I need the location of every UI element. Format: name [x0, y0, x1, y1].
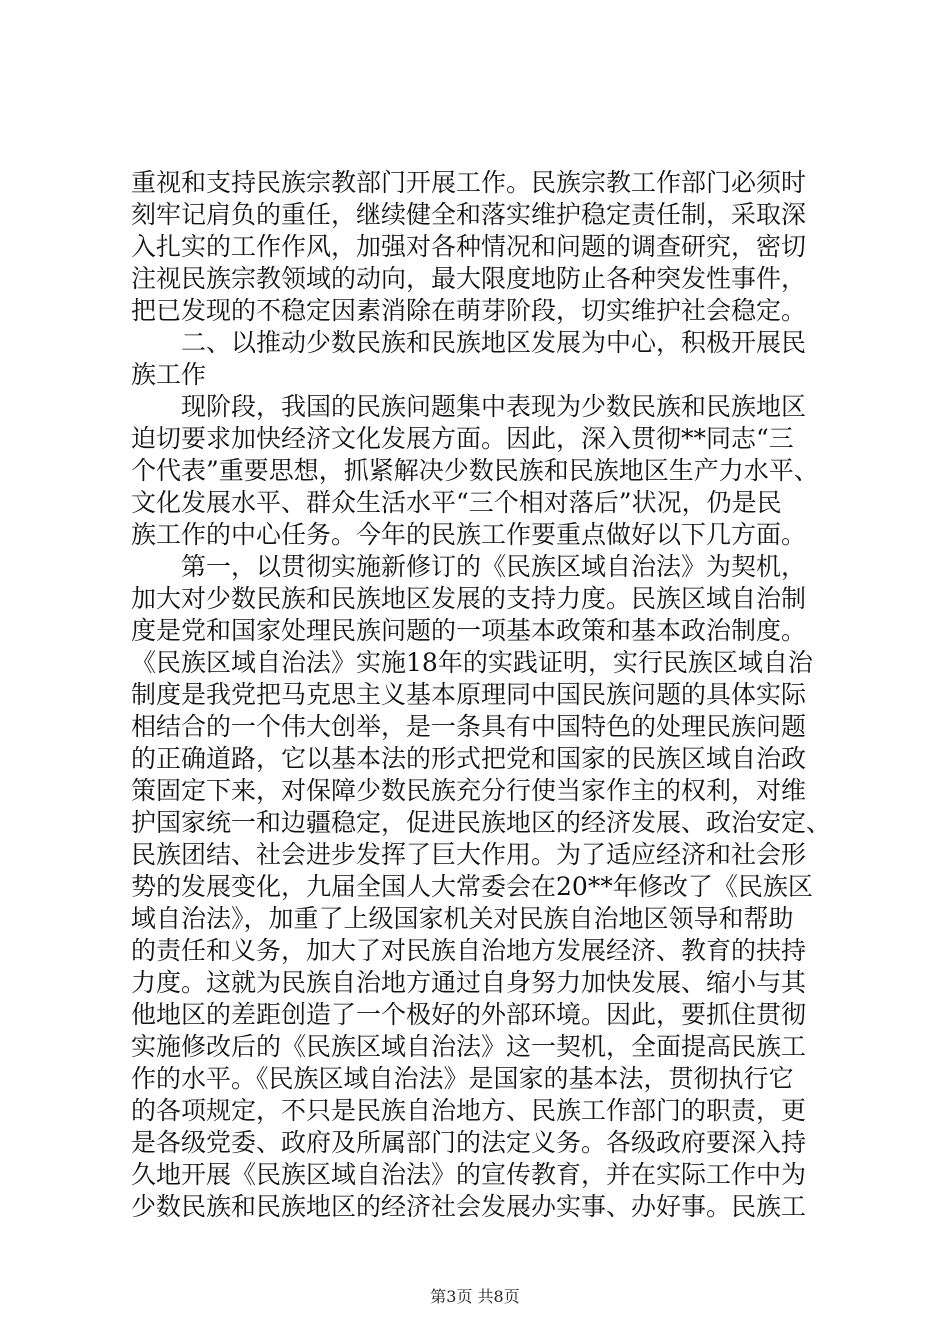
text-line: 《民族区域自治法》实施18年的实践证明，实行民族区域自治 — [131, 648, 813, 677]
text-line: 注视民族宗教领域的动向，最大限度地防止各种突发性事件， — [131, 264, 807, 293]
text-line: 族工作的中心任务。今年的民族工作要重点做好以下几方面。 — [131, 520, 807, 549]
text-line: 策固定下来，对保障少数民族充分行使当家作主的权利，对维 — [131, 776, 807, 805]
section-heading-line: 族工作 — [131, 360, 207, 389]
text-line: 他地区的差距创造了一个极好的外部环境。因此，要抓住贯彻 — [131, 1000, 807, 1029]
text-line: 入扎实的工作作风，加强对各种情况和问题的调查研究，密切 — [131, 232, 807, 261]
text-line: 重视和支持民族宗教部门开展工作。民族宗教工作部门必须时 — [131, 168, 807, 197]
text-line: 少数民族和民族地区的经济社会发展办实事、办好事。民族工 — [131, 1192, 807, 1221]
text-line: 是各级党委、政府及所属部门的法定义务。各级政府要深入持 — [131, 1128, 807, 1157]
text-line: 度是党和国家处理民族问题的一项基本政策和基本政治制度。 — [131, 616, 807, 645]
text-line: 迫切要求加快经济文化发展方面。因此，深入贯彻**同志“三 — [131, 424, 794, 453]
text-line: 久地开展《民族区域自治法》的宣传教育，并在实际工作中为 — [131, 1160, 807, 1189]
text-line: 制度是我党把马克思主义基本原理同中国民族问题的具体实际 — [131, 680, 807, 709]
text-line: 作的水平。《民族区域自治法》是国家的基本法，贯彻执行它 — [131, 1064, 794, 1093]
paragraph-start-line: 第一，以贯彻实施新修订的《民族区域自治法》为契机， — [181, 552, 807, 581]
page-number-footer: 第3页 共8页 — [430, 1287, 520, 1306]
text-line: 势的发展变化，九届全国人大常委会在20**年修改了《民族区 — [131, 872, 813, 901]
text-line: 的正确道路，它以基本法的形式把党和国家的民族区域自治政 — [131, 744, 807, 773]
paragraph-start-line: 现阶段，我国的民族问题集中表现为少数民族和民族地区 — [181, 392, 807, 421]
text-line: 个代表”重要思想，抓紧解决少数民族和民族地区生产力水平、 — [131, 456, 819, 485]
text-line: 刻牢记肩负的重任，继续健全和落实维护稳定责任制，采取深 — [131, 200, 807, 229]
section-heading-line: 二、以推动少数民族和民族地区发展为中心，积极开展民 — [181, 328, 807, 357]
text-line: 护国家统一和边疆稳定，促进民族地区的经济发展、政治安定、 — [131, 808, 831, 837]
text-line: 力度。这就为民族自治地方通过自身努力加快发展、缩小与其 — [131, 968, 807, 997]
text-line: 民族团结、社会进步发挥了巨大作用。为了适应经济和社会形 — [131, 840, 807, 869]
text-line: 文化发展水平、群众生活水平“三个相对落后”状况，仍是民 — [131, 488, 782, 517]
text-line: 把已发现的不稳定因素消除在萌芽阶段，切实维护社会稳定。 — [131, 296, 807, 325]
text-line: 相结合的一个伟大创举，是一条具有中国特色的处理民族问题 — [131, 712, 807, 741]
text-line: 实施修改后的《民族区域自治法》这一契机，全面提高民族工 — [131, 1032, 807, 1061]
text-line: 的各项规定，不只是民族自治地方、民族工作部门的职责，更 — [131, 1096, 807, 1125]
text-line: 加大对少数民族和民族地区发展的支持力度。民族区域自治制 — [131, 584, 807, 613]
text-line: 域自治法》，加重了上级国家机关对民族自治地区领导和帮助 — [131, 904, 794, 933]
text-line: 的责任和义务，加大了对民族自治地方发展经济、教育的扶持 — [131, 936, 807, 965]
